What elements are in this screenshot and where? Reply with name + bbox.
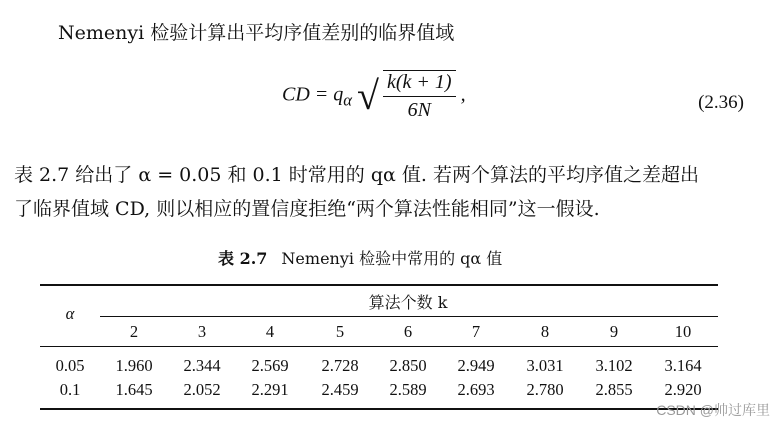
k-header-8: 8: [540, 322, 550, 341]
formula-comma: ,: [460, 83, 466, 106]
table-top-rule: [40, 284, 718, 286]
k-header-7: 7: [471, 322, 481, 341]
q-value: 2.780: [526, 380, 564, 399]
sqrt-icon: √: [357, 73, 379, 118]
alpha-value: 0.1: [59, 380, 81, 399]
table-caption-text: Nemenyi 检验中常用的 qα 值: [281, 249, 503, 268]
k-header-10: 10: [674, 322, 692, 341]
paragraph-line-2: 了临界值域 CD, 则以相应的置信度拒绝“两个算法性能相同”这一假设.: [14, 198, 600, 220]
q-value: 1.645: [115, 380, 153, 399]
numerator: k(k + 1): [383, 70, 456, 97]
row-header-alpha: α: [65, 304, 75, 323]
k-header-5: 5: [335, 322, 345, 341]
q-value: 2.850: [389, 356, 427, 375]
formula: [282, 70, 466, 122]
q-value: 2.920: [664, 380, 702, 399]
table-caption: [218, 246, 502, 269]
k-header-6: 6: [403, 322, 413, 341]
table-header-rule: [40, 346, 718, 347]
q-value: 2.693: [457, 380, 495, 399]
fraction: [383, 70, 456, 122]
q-value: 3.031: [526, 356, 564, 375]
sqrt: [357, 70, 456, 122]
group-header: 算法个数 k: [368, 293, 448, 312]
watermark: CSDN @帅过库里: [656, 402, 770, 418]
q-value: 1.960: [115, 356, 153, 375]
k-header-9: 9: [609, 322, 619, 341]
q-value: 2.589: [389, 380, 427, 399]
denominator: 6N: [407, 99, 431, 121]
q-value: 2.728: [321, 356, 359, 375]
equation-number: (2.36): [698, 92, 744, 113]
paragraph-line-1: 表 2.7 给出了 α = 0.05 和 0.1 时常用的 qα 值. 若两个算法的平均序值之差超出: [14, 164, 699, 186]
q-value: 2.855: [595, 380, 633, 399]
q-value: 2.344: [183, 356, 221, 375]
alpha-value: 0.05: [55, 356, 85, 375]
k-header-2: 2: [129, 322, 139, 341]
table-mid-rule: [100, 316, 718, 317]
q-value: 3.164: [664, 356, 702, 375]
formula-lhs: CD = q: [282, 83, 344, 106]
intro-text: Nemenyi 检验计算出平均序值差别的临界值域: [58, 22, 455, 44]
q-value: 3.102: [595, 356, 633, 375]
table-bottom-rule: [40, 408, 718, 410]
q-value: 2.949: [457, 356, 495, 375]
q-value: 2.459: [321, 380, 359, 399]
k-header-3: 3: [197, 322, 207, 341]
q-value: 2.569: [251, 356, 289, 375]
q-value: 2.291: [251, 380, 289, 399]
q-value: 2.052: [183, 380, 221, 399]
k-header-4: 4: [265, 322, 275, 341]
formula-alpha: α: [343, 90, 353, 110]
table-caption-label: 表 2.7: [218, 249, 268, 268]
